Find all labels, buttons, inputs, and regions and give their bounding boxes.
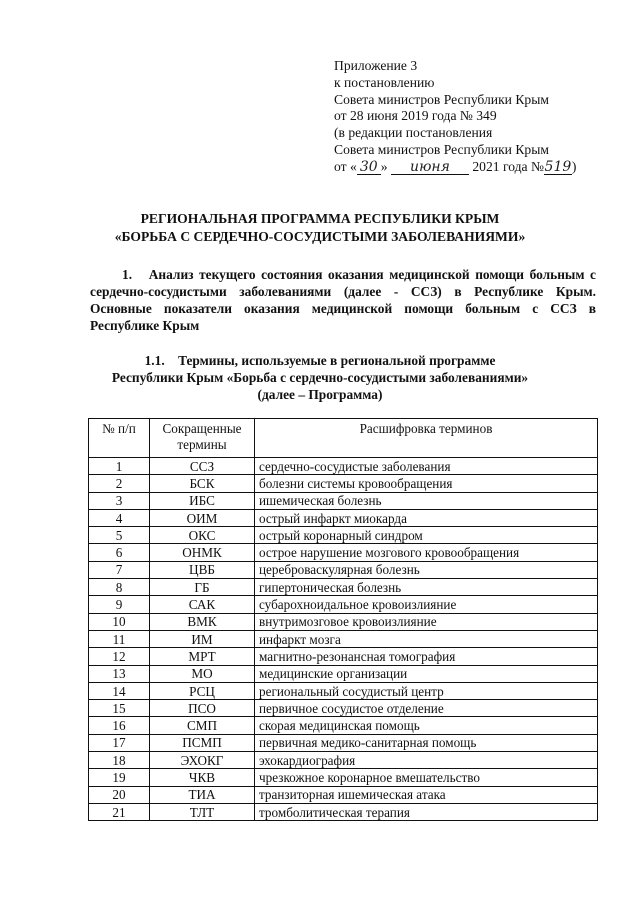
- section-text: Анализ текущего состояния оказания медицинской помощи больным с сердечно-сосудистыми заболеваниями (далее - ССЗ) в Республике Крым. Основные показатели оказания медицинской помощи больным с ССЗ в Республике Крым: [90, 267, 596, 333]
- row-abbreviation: СМП: [150, 717, 255, 734]
- terms-table: [88, 418, 598, 821]
- subsection-heading: [0, 352, 640, 403]
- terms-table-body: [89, 458, 598, 821]
- row-abbreviation: ЧКВ: [150, 769, 255, 786]
- row-abbreviation: МО: [150, 665, 255, 682]
- row-abbreviation: ТЛТ: [150, 803, 255, 820]
- row-abbreviation: ССЗ: [150, 458, 255, 475]
- table-row: [89, 682, 598, 699]
- table-header-row: [89, 419, 598, 458]
- table-row: [89, 665, 598, 682]
- row-number: 8: [89, 579, 150, 596]
- annex-line-5: (в редакции постановления: [334, 125, 493, 141]
- row-description: эхокардиография: [255, 752, 598, 769]
- table-row: [89, 648, 598, 665]
- table-row: [89, 630, 598, 647]
- row-number: 18: [89, 752, 150, 769]
- row-description: ишемическая болезнь: [255, 492, 598, 509]
- row-description: транзиторная ишемическая атака: [255, 786, 598, 803]
- row-description: тромболитическая терапия: [255, 803, 598, 820]
- row-abbreviation: ПСО: [150, 700, 255, 717]
- table-row: [89, 786, 598, 803]
- section-number: 1.: [122, 267, 133, 282]
- section-heading: [90, 266, 596, 334]
- row-description: инфаркт мозга: [255, 630, 598, 647]
- row-description: болезни системы кровообращения: [255, 475, 598, 492]
- subsection-line-1: 1.1. Термины, используемые в региональной программе: [144, 353, 496, 368]
- row-description: чрезкожное коронарное вмешательство: [255, 769, 598, 786]
- table-row: [89, 596, 598, 613]
- row-description: региональный сосудистый центр: [255, 682, 598, 699]
- row-number: 5: [89, 527, 150, 544]
- annex-line-3: Совета министров Республики Крым: [334, 91, 549, 107]
- table-row: [89, 492, 598, 509]
- header-number: № п/п: [89, 419, 150, 458]
- row-abbreviation: ЦВБ: [150, 561, 255, 578]
- table-row: [89, 613, 598, 630]
- row-number: 13: [89, 665, 150, 682]
- row-number: 6: [89, 544, 150, 561]
- row-description: острый инфаркт миокарда: [255, 509, 598, 526]
- row-abbreviation: САК: [150, 596, 255, 613]
- row-description: внутримозговое кровоизлияние: [255, 613, 598, 630]
- row-number: 1: [89, 458, 150, 475]
- annex-line-1: Приложение 3: [334, 58, 418, 73]
- row-description: первичное сосудистое отделение: [255, 700, 598, 717]
- row-number: 12: [89, 648, 150, 665]
- table-row: [89, 561, 598, 578]
- program-title-line-2: «БОРЬБА С СЕРДЕЧНО-СОСУДИСТЫМИ ЗАБОЛЕВАНИЯМИ»: [114, 229, 526, 244]
- program-title: [0, 210, 640, 246]
- row-description: скорая медицинская помощь: [255, 717, 598, 734]
- table-row: [89, 579, 598, 596]
- table-row: [89, 734, 598, 751]
- row-number: 9: [89, 596, 150, 613]
- annex-line-4: от 28 июня 2019 года № 349: [334, 108, 497, 124]
- row-number: 16: [89, 717, 150, 734]
- row-number: 11: [89, 630, 150, 647]
- row-abbreviation: ИМ: [150, 630, 255, 647]
- program-title-line-1: РЕГИОНАЛЬНАЯ ПРОГРАММА РЕСПУБЛИКИ КРЫМ: [140, 211, 500, 226]
- header-abbreviation: Сокращенные термины: [150, 419, 255, 458]
- row-abbreviation: РСЦ: [150, 682, 255, 699]
- subsection-line-2: Республики Крым «Борьба с сердечно-сосудистыми заболеваниями»: [111, 370, 529, 385]
- row-abbreviation: ТИА: [150, 786, 255, 803]
- annex-quote-close: »: [380, 158, 388, 174]
- row-abbreviation: ВМК: [150, 613, 255, 630]
- row-number: 2: [89, 475, 150, 492]
- header-description: Расшифровка терминов: [255, 419, 598, 458]
- row-abbreviation: ГБ: [150, 579, 255, 596]
- table-row: [89, 803, 598, 820]
- row-abbreviation: ОИМ: [150, 509, 255, 526]
- row-description: первичная медико-санитарная помощь: [255, 734, 598, 751]
- row-number: 17: [89, 734, 150, 751]
- row-number: 21: [89, 803, 150, 820]
- row-number: 3: [89, 492, 150, 509]
- annex-prefix: от «: [334, 158, 357, 174]
- table-row: [89, 717, 598, 734]
- table-row: [89, 769, 598, 786]
- row-description: цереброваскулярная болезнь: [255, 561, 598, 578]
- annex-line-2: к постановлению: [334, 74, 435, 90]
- row-number: 4: [89, 509, 150, 526]
- annex-header: [334, 58, 576, 176]
- annex-closing: ): [571, 158, 577, 174]
- annex-line-7: [334, 159, 576, 176]
- row-description: острый коронарный синдром: [255, 527, 598, 544]
- row-abbreviation: ОКС: [150, 527, 255, 544]
- row-description: медицинские организации: [255, 665, 598, 682]
- handwritten-number: 519: [544, 158, 572, 175]
- row-number: 7: [89, 561, 150, 578]
- row-description: гипертоническая болезнь: [255, 579, 598, 596]
- table-row: [89, 700, 598, 717]
- row-number: 20: [89, 786, 150, 803]
- row-abbreviation: ЭХОКГ: [150, 752, 255, 769]
- annex-year-text: 2021 года №: [472, 158, 544, 174]
- subsection-line-3: (далее – Программа): [257, 387, 383, 402]
- row-abbreviation: БСК: [150, 475, 255, 492]
- table-row: [89, 544, 598, 561]
- row-number: 19: [89, 769, 150, 786]
- row-abbreviation: МРТ: [150, 648, 255, 665]
- row-number: 14: [89, 682, 150, 699]
- handwritten-month: июня: [391, 160, 469, 175]
- row-description: острое нарушение мозгового кровообращения: [255, 544, 598, 561]
- handwritten-day: 30: [357, 160, 381, 175]
- row-abbreviation: ПСМП: [150, 734, 255, 751]
- table-row: [89, 752, 598, 769]
- table-row: [89, 458, 598, 475]
- annex-line-6: Совета министров Республики Крым: [334, 141, 549, 157]
- table-row: [89, 475, 598, 492]
- row-description: сердечно-сосудистые заболевания: [255, 458, 598, 475]
- row-abbreviation: ОНМК: [150, 544, 255, 561]
- row-description: магнитно-резонансная томография: [255, 648, 598, 665]
- row-abbreviation: ИБС: [150, 492, 255, 509]
- table-row: [89, 509, 598, 526]
- table-row: [89, 527, 598, 544]
- row-number: 15: [89, 700, 150, 717]
- row-number: 10: [89, 613, 150, 630]
- row-description: субарохноидальное кровоизлияние: [255, 596, 598, 613]
